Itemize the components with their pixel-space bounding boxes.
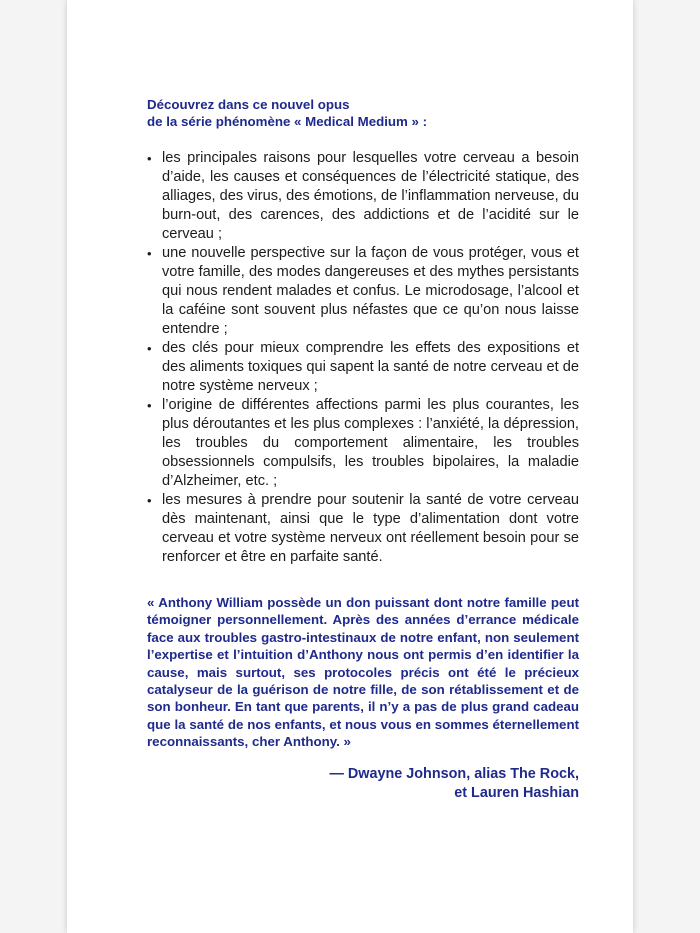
list-item: [147, 491, 579, 567]
signature-line-2: et Lauren Hashian: [454, 784, 579, 801]
list-item: [147, 339, 579, 396]
bullet-icon: •: [147, 246, 152, 261]
list-item: [147, 396, 579, 491]
book-back-cover: [67, 0, 633, 933]
list-item: [147, 244, 579, 339]
bullet-icon: •: [147, 151, 152, 166]
testimonial-quote: « Anthony William possède un don puissant dont notre famille peut témoigner personnellement. Après des années d’errance médicale face aux troubles gastro-intestinaux de notre enfant, non seulement l’expertise et l’intuition d’Anthony nous ont permis d’en identifier la cause, mais surtout, ses protocoles précis ont été le précieux catalyseur de la guérison de notre fille, de son rétablissement et de son bonheur. En tant que parents, il n’y a pas de plus grand cadeau que la santé de nos enfants, et nous vous en sommes éternellement reconnaissants, cher Anthony. »: [147, 595, 579, 750]
list-item-text: les principales raisons pour lesquelles votre cerveau a besoin d’aide, les causes et conséquences de l’électricité statique, des alliages, des virus, des émotions, de l’inflammation nerveuse, du burn-out, des carences, des addictions et de l’acidité sur le cerveau ;: [162, 150, 579, 242]
list-item-text: des clés pour mieux comprendre les effets des expositions et des aliments toxiques qui sapent la santé de notre cerveau et de notre système nerveux ;: [162, 340, 579, 394]
intro-line-2: de la série phénomène « Medical Medium » :: [147, 114, 428, 129]
bullet-icon: •: [147, 398, 152, 413]
list-item-text: les mesures à prendre pour soutenir la santé de votre cerveau dès maintenant, ainsi que le type d’alimentation dont votre cerveau et votre système nerveux ont réellement besoin pour se renforcer et être en parfaite santé.: [162, 492, 579, 565]
list-item: [147, 149, 579, 244]
cover-content: [147, 96, 579, 803]
bullet-icon: •: [147, 493, 152, 508]
intro-line-1: Découvrez dans ce nouvel opus: [147, 97, 350, 112]
bullet-icon: •: [147, 341, 152, 356]
list-item-text: l’origine de différentes affections parmi les plus courantes, les plus déroutantes et les plus complexes : l’anxiété, la dépression, les troubles du comportement alimentaire, les troubles obsessionnels compulsifs, les troubles bipolaires, la maladie d’Alzheimer, etc. ;: [162, 397, 579, 489]
testimonial-signature: [147, 765, 579, 803]
intro-heading: [147, 96, 579, 130]
list-item-text: une nouvelle perspective sur la façon de vous protéger, vous et votre famille, des modes dangereuses et des mythes persistants qui nous rendent malades et confus. Le microdosage, l’alcool et la caféine sont souvent plus néfastes que ce qu’on nous laisse entendre ;: [162, 245, 579, 337]
key-points-list: [147, 149, 579, 567]
signature-line-1: — Dwayne Johnson, alias The Rock,: [329, 765, 579, 782]
